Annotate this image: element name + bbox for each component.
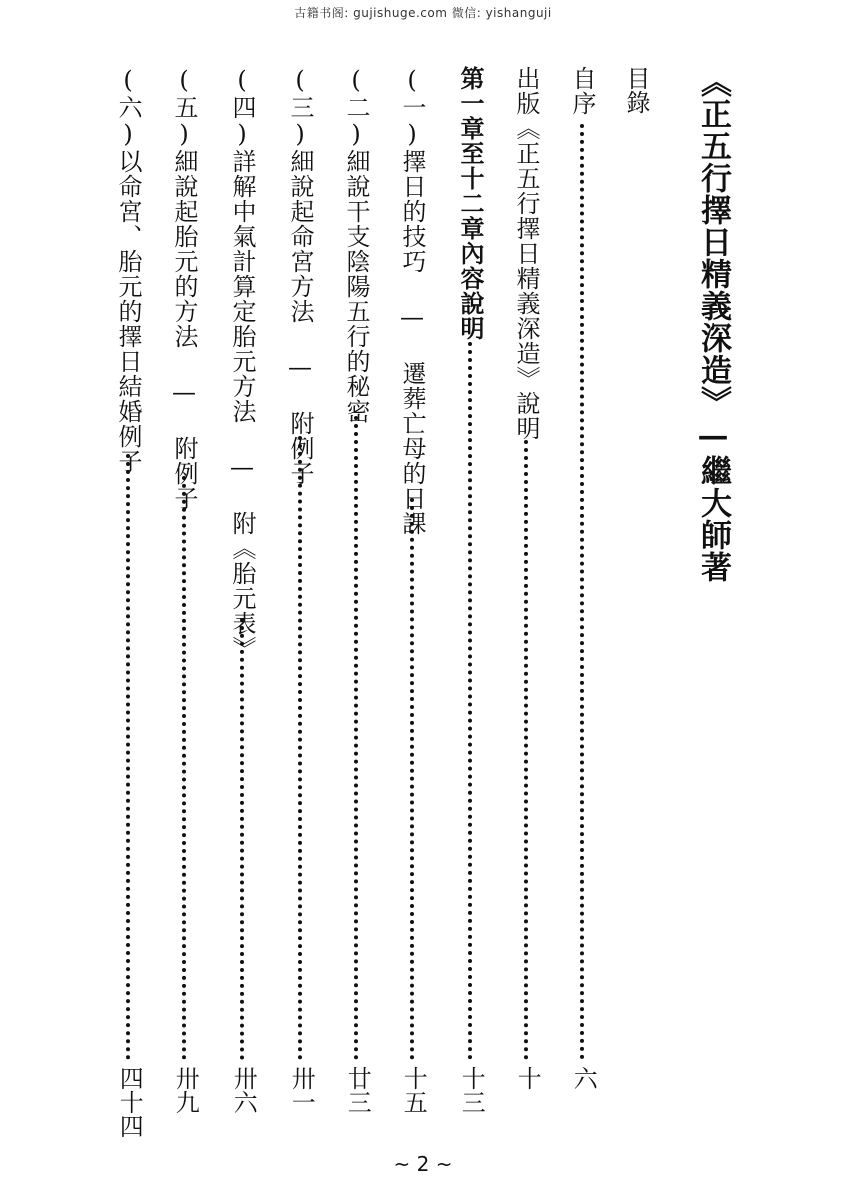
leader-dots (182, 476, 190, 1060)
leader-dots (240, 618, 248, 1060)
toc-entry-section-6[interactable] (114, 66, 156, 1138)
leader-dots (524, 440, 532, 1060)
toc-entry-label: (二)細說干支陰陽五行的秘密 (342, 66, 370, 424)
toc-heading: 目錄 (622, 66, 650, 114)
toc-entry-preface[interactable] (570, 66, 610, 1096)
toc-entry-section-1[interactable] (398, 66, 440, 1114)
toc-entry-page: 廿三 (343, 1066, 372, 1114)
toc-entry-section-5[interactable] (170, 66, 212, 1114)
book-title-column (695, 66, 731, 583)
toc-entry-label: (一)擇日的技巧 — 遷葬亡母的日課 (398, 66, 426, 536)
leader-dots (354, 416, 362, 1060)
toc-entry-publication-note[interactable] (514, 66, 554, 1096)
toc-entry-page: 十五 (399, 1066, 428, 1114)
toc-entry-section-4[interactable] (228, 66, 270, 1114)
leader-dots (298, 436, 306, 1060)
leader-dots (580, 124, 588, 1060)
toc-entry-page: 卅六 (229, 1066, 258, 1114)
toc-entry-page: 六 (569, 1066, 598, 1090)
leader-dots (468, 342, 476, 1060)
toc-entry-label: 第一章至十二章內容說明 (456, 66, 485, 341)
toc-entry-label: (六)以命宮、胎元的擇日結婚例子 (114, 66, 142, 474)
toc-entry-page: 四十四 (115, 1066, 144, 1138)
toc-entry-page: 十 (513, 1066, 542, 1090)
leader-dots (126, 454, 134, 1060)
toc-entry-page: 卅九 (171, 1066, 200, 1114)
page-number: ~ 2 ~ (393, 1152, 453, 1176)
title-dash: — (695, 418, 731, 455)
toc-entry-page: 十三 (457, 1066, 486, 1114)
toc-entry-label: (三)細說起命宮方法 — 附例子 (286, 66, 314, 486)
book-title: 《正五行擇日精義深造》 (695, 66, 731, 418)
toc-entry-chapters-overview[interactable] (456, 66, 498, 1114)
toc-entry-section-2[interactable] (342, 66, 384, 1114)
toc-entry-section-3[interactable] (286, 66, 328, 1114)
toc-entry-page: 卅一 (287, 1066, 316, 1114)
toc-entry-label: 自序 (568, 66, 596, 116)
book-author: 繼大師著 (695, 455, 731, 583)
leader-dots (410, 498, 418, 1060)
toc-entry-label: 出版《正五行擇日精義深造》說明 (512, 66, 540, 441)
watermark-text: 古籍书阁: gujishuge.com 微信: yishanguji (294, 6, 552, 20)
toc-entry-label: (四)詳解中氣計算定胎元方法 — 附《胎元表》 (228, 66, 256, 661)
toc-entry-label: (五)細說起胎元的方法 — 附例子 (170, 66, 198, 511)
